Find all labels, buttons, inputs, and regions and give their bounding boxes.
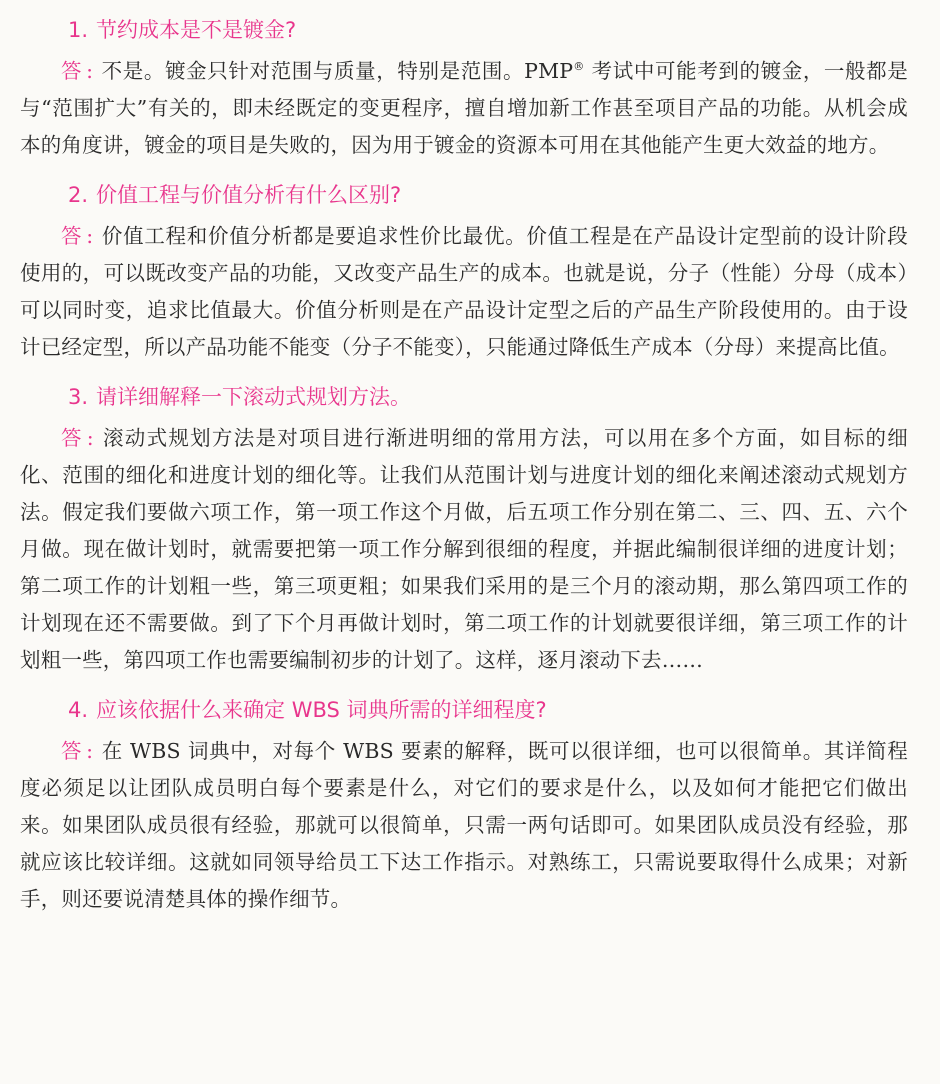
answer-colon: : <box>86 426 94 450</box>
question-heading-3 <box>20 381 908 413</box>
answer-paragraph-1 <box>20 53 908 164</box>
question-number: 4. <box>68 698 89 722</box>
answer-label: 答 <box>61 59 83 83</box>
question-text: 节约成本是不是镀金? <box>96 18 297 42</box>
answer-text: 在 WBS 词典中，对每个 WBS 要素的解释，既可以很详细，也可以很简单。其详简程度必须足以让团队成员明白每个要素是什么，对它们的要求是什么，以及如何才能把它们做出来。如果团队成员很有经验，那就可以很简单，只需一两句话即可。如果团队成员没有经验，那就应该比较详细。这就如同领导给员工下达工作指示。对熟练工，只需说要取得什么成果；对新手，则还要说清楚具体的操作细节。 <box>20 739 909 911</box>
question-number: 1. <box>68 18 89 42</box>
question-heading-2 <box>20 179 908 211</box>
answer-colon: : <box>86 224 94 248</box>
answer-paragraph-3 <box>20 420 908 679</box>
answer-paragraph-2 <box>20 218 908 366</box>
answer-paragraph-4 <box>20 733 908 918</box>
question-heading-1 <box>20 14 908 46</box>
answer-text: 价值工程和价值分析都是要追求性价比最优。价值工程是在产品设计定型前的设计阶段使用的，可以既改变产品的功能，又改变产品生产的成本。也就是说，分子（性能）分母（成本）可以同时变，追求比值最大。价值分析则是在产品设计定型之后的产品生产阶段使用的。由于设计已经定型，所以产品功能不能变（分子不能变），只能通过降低生产成本（分母）来提高比值。 <box>20 224 908 359</box>
answer-colon: : <box>86 59 94 83</box>
question-number: 3. <box>68 385 89 409</box>
question-text: 请详细解释一下滚动式规划方法。 <box>96 385 412 409</box>
question-text: 价值工程与价值分析有什么区别? <box>96 183 402 207</box>
question-number: 2. <box>68 183 89 207</box>
answer-label: 答 <box>61 224 83 248</box>
answer-text-part: 考试中可能考到的镀金，一般都是与“范围扩大”有关的，即未经既定的变更程序，擅自增加新工作甚至项目产品的功能。从机会成本的角度讲，镀金的项目是失败的，因为用于镀金的资源本可用在其他能产生更大效益的地方。 <box>20 59 908 157</box>
question-heading-4 <box>20 694 908 726</box>
answer-colon: : <box>86 739 94 763</box>
qa-item-3 <box>20 381 908 679</box>
answer-label: 答 <box>61 426 83 450</box>
question-text: 应该依据什么来确定 WBS 词典所需的详细程度? <box>96 698 547 722</box>
answer-text-part: 不是。镀金只针对范围与质量，特别是范围。PMP <box>101 59 574 83</box>
registered-mark: ® <box>573 60 585 73</box>
answer-label: 答 <box>61 739 83 763</box>
qa-item-2 <box>20 179 908 366</box>
answer-text: 滚动式规划方法是对项目进行渐进明细的常用方法，可以用在多个方面，如目标的细化、范围的细化和进度计划的细化等。让我们从范围计划与进度计划的细化来阐述滚动式规划方法。假定我们要做六项工作，第一项工作这个月做，后五项工作分别在第二、三、四、五、六个月做。现在做计划时，就需要把第一项工作分解到很细的程度，并据此编制很详细的进度计划；第二项工作的计划粗一些，第三项更粗；如果我们采用的是三个月的滚动期，那么第四项工作的计划现在还不需要做。到了下个月再做计划时，第二项工作的计划就要很详细，第三项工作的计划粗一些，第四项工作也需要编制初步的计划了。这样，逐月滚动下去…… <box>20 426 908 672</box>
qa-item-4 <box>20 694 908 918</box>
qa-item-1 <box>20 14 908 164</box>
